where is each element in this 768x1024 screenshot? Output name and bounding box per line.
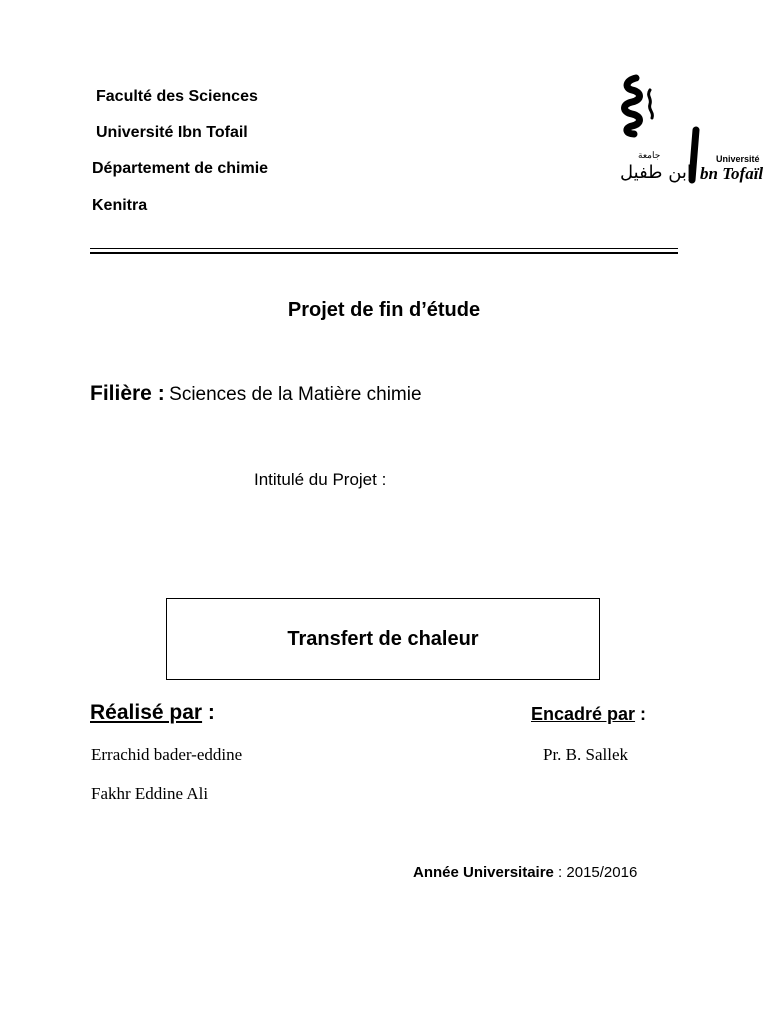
project-title-box	[166, 598, 600, 680]
header-rule-top	[90, 248, 678, 249]
realise-line	[90, 701, 215, 725]
project-title: Transfert de chaleur	[287, 628, 479, 650]
logo-arabic-name: ابن طفيل	[620, 162, 692, 183]
academic-year-value: : 2015/2016	[553, 864, 638, 881]
department-name: Département de chimie	[92, 160, 269, 177]
realise-label: Réalisé par	[90, 701, 203, 724]
encadre-label: Encadré par	[531, 704, 636, 724]
logo-latin-name: bn Tofaïl	[700, 164, 764, 183]
academic-year-line	[413, 864, 637, 881]
filiere-label: Filière :	[90, 382, 165, 405]
intitule-label: Intitulé du Projet :	[254, 470, 387, 489]
encadre-colon: :	[635, 704, 647, 724]
logo-latin-small: Université	[716, 154, 760, 164]
academic-year-label: Année Universitaire	[413, 864, 554, 881]
header-rule-bottom	[90, 252, 678, 254]
author-2: Fakhr Eddine Ali	[91, 784, 209, 803]
university-logo	[600, 70, 764, 200]
supervisor-name: Pr. B. Sallek	[543, 745, 629, 764]
filiere-value: Sciences de la Matière chimie	[169, 384, 422, 405]
document-heading: Projet de fin d’étude	[287, 299, 481, 321]
author-1: Errachid bader-eddine	[91, 745, 243, 764]
university-name: Université Ibn Tofail	[96, 124, 248, 141]
filiere-line	[90, 382, 422, 406]
realise-colon: :	[202, 701, 215, 724]
encadre-line	[531, 704, 646, 725]
logo-arabic-small: جامعة	[638, 150, 661, 160]
faculty-name: Faculté des Sciences	[96, 88, 258, 105]
city-name: Kenitra	[92, 197, 148, 214]
